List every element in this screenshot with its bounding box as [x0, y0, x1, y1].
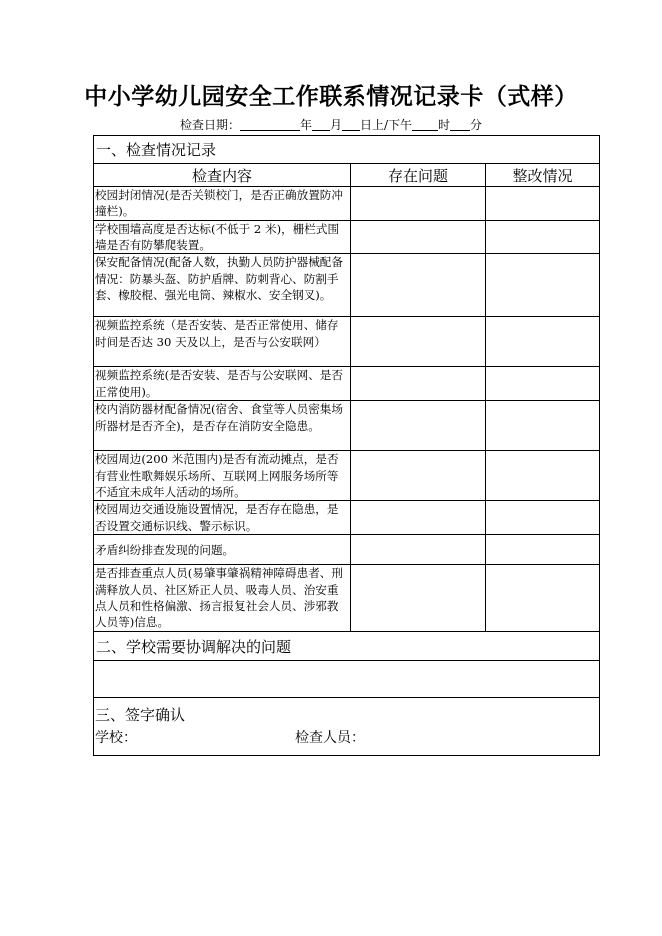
- issues-cell[interactable]: [351, 535, 486, 565]
- row-content: 保安配备情况(配备人数，执勤人员防护器械配备情况：防暴头盔、防护盾牌、防刺背心、防割手套、橡胶棍、强光电筒、辣椒水、安全钢叉)。: [94, 254, 351, 317]
- hour-label: 时: [438, 118, 451, 132]
- section1-heading: 一、检查情况记录: [94, 136, 600, 164]
- issues-cell[interactable]: [351, 187, 486, 221]
- hour-blank[interactable]: [412, 118, 438, 131]
- issues-cell[interactable]: [351, 401, 486, 451]
- table-row: [94, 254, 600, 317]
- issues-cell[interactable]: [351, 451, 486, 501]
- issues-cell[interactable]: [351, 565, 486, 632]
- row-content: 是否排查重点人员(易肇事肇祸精神障碍患者、刑满释放人员、社区矫正人员、吸毒人员、治安重点人员和性格偏激、扬言报复社会人员、涉邪教人员等)信息。: [94, 565, 351, 632]
- table-row: [94, 317, 600, 367]
- table-row: [94, 367, 600, 401]
- signature-section: [94, 698, 600, 756]
- row-content: 校内消防器材配备情况(宿舍、食堂等人员密集场所器材是否齐全)，是否存在消防安全隐患。: [94, 401, 351, 451]
- rectification-cell[interactable]: [486, 451, 600, 501]
- row-content: 矛盾纠纷排查发现的问题。: [94, 535, 351, 565]
- column-header-issues: 存在问题: [351, 164, 486, 187]
- school-signature-label[interactable]: 学校：: [95, 730, 137, 747]
- day-ampm-label: 日上/下午: [359, 118, 413, 132]
- row-content: 校园封闭情况(是否关锁校门，是否正确放置防冲撞栏)。: [94, 187, 351, 221]
- table-row: [94, 501, 600, 535]
- rectification-cell[interactable]: [486, 501, 600, 535]
- column-header-content: 检查内容: [94, 164, 351, 187]
- row-content: 校园周边交通设施设置情况，是否存在隐患，是否设置交通标识线、警示标识。: [94, 501, 351, 535]
- rectification-cell[interactable]: [486, 535, 600, 565]
- page-title: 中小学幼儿园安全工作联系情况记录卡（式样）: [84, 84, 578, 110]
- table-row: [94, 221, 600, 254]
- coordination-issues-field[interactable]: [94, 661, 600, 698]
- day-blank[interactable]: [342, 118, 360, 131]
- issues-cell[interactable]: [351, 221, 486, 254]
- table-row: [94, 535, 600, 565]
- issues-cell[interactable]: [351, 317, 486, 367]
- month-blank[interactable]: [312, 118, 330, 131]
- row-content: 校园周边(200 米范围内)是否有流动摊点，是否有营业性歌舞娱乐场所、互联网上网服务场所等不适宜未成年人活动的场所。: [94, 451, 351, 501]
- column-header-rectification: 整改情况: [486, 164, 600, 187]
- issues-cell[interactable]: [351, 367, 486, 401]
- table-row: [94, 565, 600, 632]
- rectification-cell[interactable]: [486, 317, 600, 367]
- rectification-cell[interactable]: [486, 401, 600, 451]
- section2-heading: 二、学校需要协调解决的问题: [94, 632, 600, 661]
- inspection-record-table: [93, 135, 600, 756]
- row-content: 视频监控系统（是否安装、是否正常使用、储存时间是否达 30 天及以上，是否与公安联网）: [94, 317, 351, 367]
- date-label: 检查日期：: [179, 118, 240, 132]
- inspection-date-line: [0, 116, 662, 133]
- table-row: [94, 401, 600, 451]
- month-label: 月: [329, 118, 342, 132]
- row-content: 学校围墙高度是否达标(不低于 2 米)，栅栏式围墙是否有防攀爬装置。: [94, 221, 351, 254]
- section3-heading: 三、签字确认: [95, 706, 186, 725]
- table-row: [94, 451, 600, 501]
- row-content: 视频监控系统(是否安装、是否与公安联网、是否正常使用)。: [94, 367, 351, 401]
- minute-label: 分: [470, 118, 483, 132]
- minute-blank[interactable]: [450, 118, 470, 131]
- inspector-signature-label[interactable]: 检查人员：: [295, 730, 365, 747]
- rectification-cell[interactable]: [486, 367, 600, 401]
- rectification-cell[interactable]: [486, 221, 600, 254]
- year-blank[interactable]: [240, 118, 300, 131]
- issues-cell[interactable]: [351, 501, 486, 535]
- year-label: 年: [299, 118, 312, 132]
- rectification-cell[interactable]: [486, 565, 600, 632]
- table-row: [94, 187, 600, 221]
- issues-cell[interactable]: [351, 254, 486, 317]
- rectification-cell[interactable]: [486, 254, 600, 317]
- rectification-cell[interactable]: [486, 187, 600, 221]
